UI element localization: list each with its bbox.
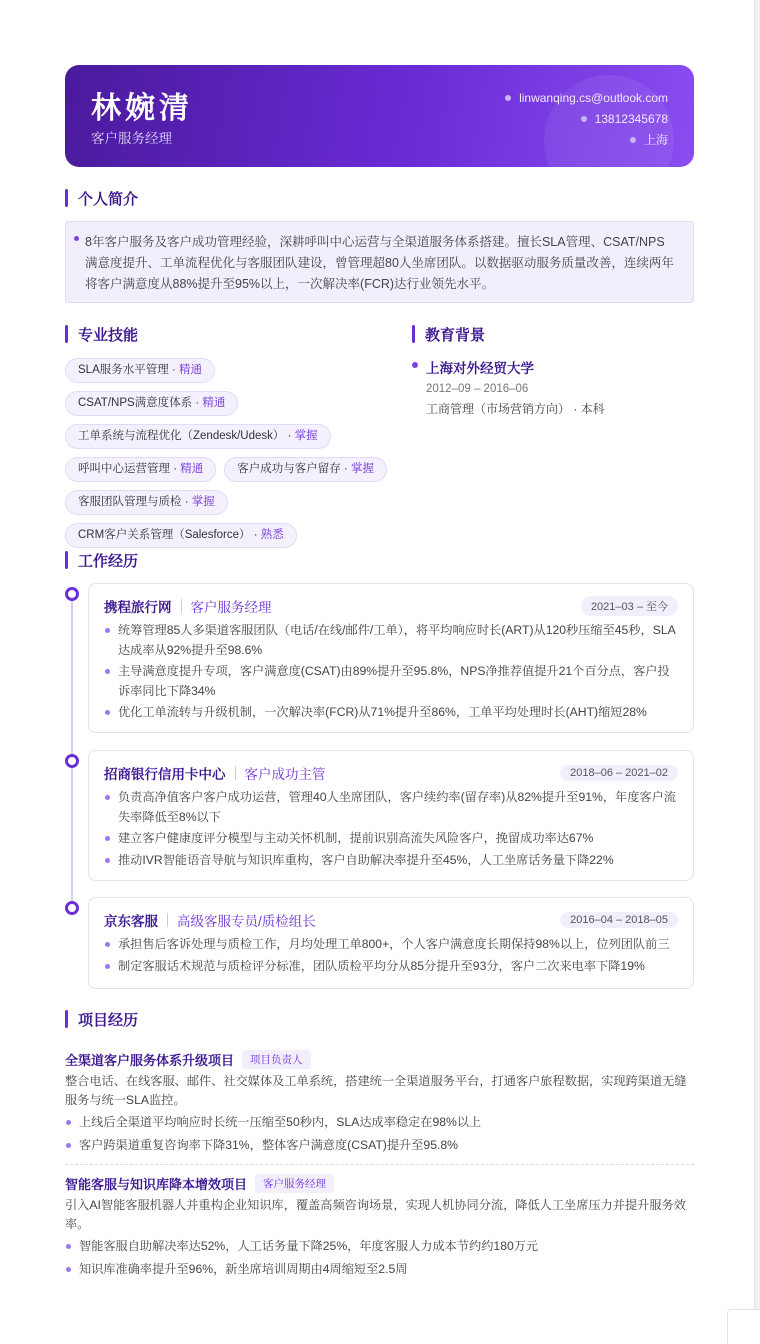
section-title-text: 项目经历 [78, 1011, 139, 1029]
floating-action-button[interactable] [727, 1309, 760, 1344]
section-title-text: 教育背景 [425, 326, 486, 344]
work-period: 2018–06 – 2021–02 [560, 765, 678, 781]
company-name: 招商银行信用卡中心 [104, 767, 226, 782]
project-role-badge: 项目负责人 [242, 1050, 311, 1069]
work-bullet: 推动IVR智能语音导航与知识库重构，客户自助解决率提升至45%，人工坐席话务量下降22% [104, 851, 678, 871]
divider [167, 913, 168, 927]
work-bullet: 主导满意度提升专项，客户满意度(CSAT)由89%提升至95.8%，NPS净推荐值提升21个百分点，客户投诉率同比下降34% [104, 662, 678, 701]
project-bullet: 上线后全渠道平均响应时长统一压缩至50秒内，SLA达成率稳定在98%以上 [65, 1113, 694, 1133]
skill-chip: 呼叫中心运营管理 · 精通 [65, 457, 216, 482]
location-text: 上海 [643, 132, 668, 147]
work-bullet: 制定客服话术规范与质检评分标准，团队质检平均分从85分提升至93分，客户二次来电率下降19% [104, 957, 678, 977]
skill-chip: CSAT/NPS满意度体系 · 精通 [65, 391, 238, 416]
work-bullet: 负责高净值客户客户成功运营，管理40人坐席团队，客户续约率(留存率)从82%提升至91%，年度客户流失率降低至8%以下 [104, 788, 678, 827]
section-bar [65, 551, 68, 569]
work-bullet: 优化工单流转与升级机制，一次解决率(FCR)从71%提升至86%，工单平均处理时长(AHT)缩短28% [104, 703, 678, 723]
summary-box [65, 221, 694, 303]
project-entry [65, 1049, 694, 1157]
email-dot-icon [505, 95, 511, 101]
section-bar [412, 325, 415, 343]
section-title-projects [65, 1009, 138, 1029]
project-entry [65, 1173, 694, 1281]
work-card [88, 897, 694, 989]
skill-chip: CRM客户关系管理（Salesforce） · 熟悉 [65, 523, 297, 548]
skill-chip: 客服团队管理与质检 · 掌握 [65, 490, 228, 515]
company-name: 携程旅行网 [104, 600, 172, 615]
divider [235, 766, 236, 780]
project-description: 整合电话、在线客服、邮件、社交媒体及工单系统，搭建统一全渠道服务平台，打通客户旅程数据，实现跨渠道无缝服务与统一SLA监控。 [65, 1074, 687, 1107]
project-bullet: 知识库准确率提升至96%，新坐席培训周期由4周缩短至2.5周 [65, 1260, 694, 1280]
project-description: 引入AI智能客服机器人并重构企业知识库，覆盖高频咨询场景，实现人机协同分流，降低人工坐席压力并提升服务效率。 [65, 1198, 686, 1231]
project-divider [65, 1164, 694, 1165]
work-card [88, 583, 694, 733]
education-entry [412, 357, 694, 417]
work-bullet: 建立客户健康度评分模型与主动关怀机制，提前识别高流失风险客户，挽留成功率达67% [104, 829, 678, 849]
timeline-node-icon [65, 754, 79, 768]
contact-location [505, 129, 668, 150]
section-title-text: 工作经历 [78, 552, 139, 570]
section-title-text: 个人简介 [78, 190, 139, 208]
location-dot-icon [630, 137, 636, 143]
candidate-title: 客户服务经理 [91, 131, 172, 146]
job-role: 客户服务经理 [190, 600, 272, 615]
email-text: linwanqing.cs@outlook.com [519, 90, 668, 105]
education-major: 工商管理（市场营销方向） · 本科 [426, 402, 605, 416]
section-title-work [65, 550, 138, 570]
skill-chip: 客户成功与客户留存 · 掌握 [224, 457, 387, 482]
work-period: 2021–03 – 至今 [581, 596, 678, 616]
contact-email[interactable] [505, 87, 668, 108]
education-period: 2012–09 – 2016–06 [426, 383, 529, 395]
contact-phone[interactable] [505, 108, 668, 129]
contact-list [505, 87, 668, 150]
project-name: 全渠道客户服务体系升级项目 [65, 1052, 235, 1068]
resume-header [65, 65, 694, 167]
candidate-name: 林婉清 [91, 92, 193, 125]
work-period: 2016–04 – 2018–05 [560, 912, 678, 928]
section-title-education [412, 324, 485, 344]
section-title-text: 专业技能 [78, 326, 139, 344]
skill-chip: SLA服务水平管理 · 精通 [65, 358, 215, 383]
section-bar [65, 189, 68, 207]
phone-dot-icon [581, 116, 587, 122]
project-role-badge: 客户服务经理 [255, 1174, 334, 1193]
school-name: 上海对外经贸大学 [412, 357, 694, 377]
skill-chip: 工单系统与流程优化（Zendesk/Udesk） · 掌握 [65, 424, 331, 449]
section-bar [65, 325, 68, 343]
phone-text: 13812345678 [594, 111, 668, 126]
divider [181, 599, 182, 613]
summary-dot-icon [74, 236, 79, 241]
work-bullet: 统筹管理85人多渠道客服团队（电话/在线/邮件/工单），将平均响应时长(ART)从120秒压缩至45秒，SLA达成率从92%提升至98.6% [104, 621, 678, 660]
section-bar [65, 1010, 68, 1028]
summary-text: 8年客户服务及客户成功管理经验，深耕呼叫中心运营与全渠道服务体系搭建。擅长SLA管理、CSAT/NPS满意度提升、工单流程优化与客服团队建设，曾管理超80人坐席团队。以数据驱动服务质量改善，连续两年将客户满意度从88%提升至95%以上，一次解决率(FCR)达行业领先水平。 [85, 235, 674, 291]
timeline-node-icon [65, 587, 79, 601]
work-card [88, 750, 694, 881]
section-title-summary [65, 188, 138, 208]
project-name: 智能客服与知识库降本增效项目 [65, 1176, 248, 1192]
company-name: 京东客服 [104, 914, 158, 929]
job-role: 客户成功主管 [244, 767, 326, 782]
skills-list [65, 358, 395, 556]
work-bullet: 承担售后客诉处理与质检工作，月均处理工单800+，个人客户满意度长期保持98%以上，位列团队前三 [104, 935, 678, 955]
scrollbar-track[interactable] [754, 0, 760, 1344]
project-bullet: 智能客服自助解决率达52%，人工话务量下降25%，年度客服人力成本节约约180万元 [65, 1237, 694, 1257]
section-title-skills [65, 324, 138, 344]
project-bullet: 客户跨渠道重复咨询率下降31%，整体客户满意度(CSAT)提升至95.8% [65, 1136, 694, 1156]
timeline-node-icon [65, 901, 79, 915]
job-role: 高级客服专员/质检组长 [177, 914, 316, 929]
